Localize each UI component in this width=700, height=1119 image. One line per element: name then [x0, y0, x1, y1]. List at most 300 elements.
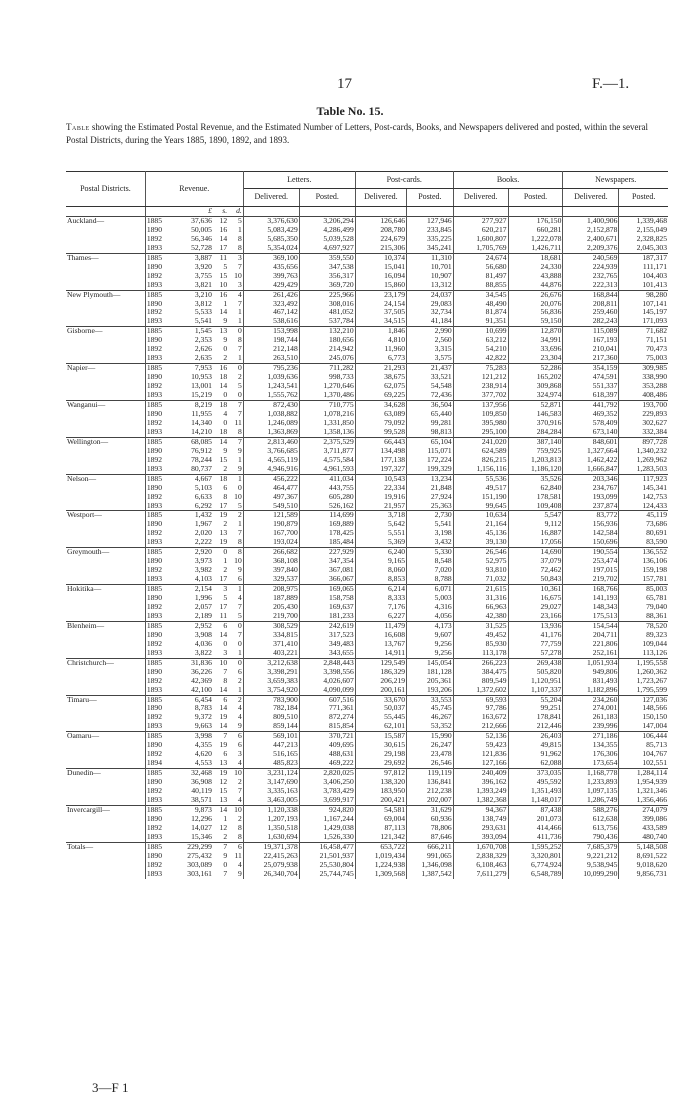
cell-pounds: 2,020	[194, 529, 212, 538]
cell-pence: 0	[228, 327, 243, 336]
cell-newspapers-delivered: 1,168,778	[563, 769, 619, 778]
cell-newspapers-delivered: 222,313	[563, 281, 619, 290]
table-row	[66, 382, 668, 391]
table-row	[66, 649, 668, 658]
cell-letters-delivered: 467,142	[243, 308, 299, 317]
cell-shillings: 17	[219, 602, 228, 611]
cell-letters-posted: 367,081	[299, 566, 355, 575]
cell-letters-delivered: 1,038,882	[243, 410, 299, 419]
caption-lead: Table	[66, 122, 90, 132]
district-name-blank	[66, 833, 145, 842]
cell-newspapers-delivered: 1,233,893	[563, 778, 619, 787]
cell-postcards-posted: 6,071	[407, 585, 454, 594]
cell-books-posted: 176,150	[508, 216, 563, 225]
cell-letters-posted: 711,282	[299, 364, 355, 373]
table-body	[66, 207, 668, 879]
cell-books-delivered: 42,822	[453, 354, 508, 363]
cell-books-delivered: 384,475	[453, 668, 508, 677]
cell-books-posted: 1,222,078	[508, 235, 563, 244]
cell-books-delivered: 1,705,769	[453, 244, 508, 253]
cell-postcards-delivered: 14,911	[355, 649, 406, 658]
cell-newspapers-posted: 145,341	[642, 483, 667, 492]
cell-letters-delivered: 1,243,541	[243, 382, 299, 391]
cell-pounds: 8,219	[178, 401, 213, 410]
cell-letters-posted: 815,854	[299, 722, 355, 731]
sub-delivered: Delivered.	[453, 189, 508, 207]
cell-shillings: 15	[219, 455, 228, 464]
cell-letters-delivered: 456,222	[243, 474, 299, 483]
cell-letters-posted: 347,354	[299, 557, 355, 566]
cell-shillings: 14	[219, 630, 228, 639]
cell-yr: 1885	[145, 327, 178, 336]
cell-newspapers-delivered: 261,183	[563, 713, 619, 722]
cell-books-delivered: 1,393,249	[453, 787, 508, 796]
cell-books-posted: 13,936	[508, 621, 563, 630]
cell-letters-posted: 214,942	[299, 345, 355, 354]
cell-letters-posted: 3,206,294	[299, 216, 355, 225]
cell-books-delivered: 238,914	[453, 382, 508, 391]
cell-letters-posted: 605,280	[299, 493, 355, 502]
cell-postcards-posted: 2,560	[407, 336, 454, 345]
cell-letters-posted: 411,034	[299, 474, 355, 483]
cell-books-delivered: 377,702	[453, 391, 508, 400]
cell-letters-posted: 227,929	[299, 548, 355, 557]
cell-yr: 1890	[146, 778, 162, 787]
cell-postcards-delivered: 6,214	[355, 585, 406, 594]
cell-newspapers-posted: 309,985	[619, 364, 668, 373]
cell-books-posted: 52,286	[508, 364, 563, 373]
cell-shillings: 5	[223, 594, 228, 603]
cell-newspapers-posted: 106,444	[619, 732, 668, 741]
cell-books-delivered: 624,589	[453, 447, 508, 456]
cell-newspapers-posted: 193,700	[619, 401, 668, 410]
district-name-blank	[66, 391, 145, 400]
cell-letters-delivered: 3,754,920	[243, 686, 299, 695]
cell-books-posted: 24,330	[508, 263, 563, 272]
cell-books-posted: 12,870	[508, 327, 563, 336]
cell-pence: 2	[228, 815, 243, 824]
cell-yr: 1893	[146, 501, 162, 510]
cell-newspapers-delivered: 578,409	[563, 419, 619, 428]
cell-books-posted: 20,076	[508, 300, 563, 309]
cell-pounds: 1,967	[194, 520, 212, 529]
cell-newspapers-posted: 408,486	[642, 391, 667, 400]
cell-books-delivered: 81,874	[453, 308, 508, 317]
cell-yr: 1893	[146, 317, 162, 326]
page-code: F.—1.	[592, 76, 630, 92]
cell-postcards-posted: 666,211	[407, 842, 454, 851]
district-name-blank	[66, 410, 145, 419]
cell-pounds: 6,292	[194, 501, 212, 510]
cell-shillings: 16	[213, 364, 228, 373]
cell-books-delivered: 395,980	[453, 419, 508, 428]
cell-pounds: 76,912	[191, 446, 212, 455]
cell-newspapers-delivered: 173,654	[563, 759, 619, 768]
cell-letters-delivered: 4,565,119	[243, 456, 299, 465]
cell-postcards-delivered: 69,225	[355, 391, 406, 400]
cell-letters-posted: 356,317	[299, 272, 355, 281]
cell-letters-delivered: 2,813,460	[243, 437, 299, 446]
cell-pounds: 36,226	[191, 667, 212, 676]
table-row	[66, 769, 668, 778]
cell-pence: 1	[228, 308, 243, 317]
cell-books-posted: 9,112	[508, 520, 563, 529]
cell-shillings: 18	[213, 401, 228, 410]
cell-books-posted: 495,592	[508, 778, 563, 787]
cell-books-posted: 109,408	[508, 502, 563, 511]
cell-postcards-posted: 4,056	[407, 612, 454, 621]
table-row	[66, 354, 668, 363]
cell-newspapers-posted: 229,893	[642, 409, 667, 418]
cell-postcards-posted: 4,173	[407, 621, 454, 630]
cell-shillings: 19	[213, 769, 228, 778]
cell-letters-posted: 132,210	[299, 327, 355, 336]
cell-newspapers-posted: 353,288	[642, 382, 667, 391]
cell-yr: 1892	[146, 345, 162, 354]
cell-postcards-delivered: 15,860	[355, 281, 406, 290]
cell-books-posted: 269,438	[508, 658, 563, 667]
cell-books-posted: 29,027	[508, 603, 563, 612]
table-row	[66, 668, 668, 677]
cell-postcards-posted: 1,346,098	[407, 861, 454, 870]
table-row	[66, 815, 668, 824]
cell-books-delivered: 1,156,116	[453, 465, 508, 474]
cell-pounds: 2,353	[194, 336, 212, 345]
cell-postcards-posted: 9,256	[407, 649, 454, 658]
cell-yr: 1893	[146, 427, 162, 436]
cell-newspapers-posted: 136,106	[642, 557, 667, 566]
table-row	[66, 281, 668, 290]
cell-shillings: 12	[219, 823, 228, 832]
table-row	[66, 272, 668, 281]
cell-letters-posted: 998,733	[299, 373, 355, 382]
cell-books-posted: 77,759	[508, 640, 563, 649]
cell-newspapers-posted: 83,590	[646, 538, 667, 547]
cell-yr: 1890	[146, 851, 162, 860]
district-name-blank	[66, 447, 145, 456]
district-name: Wanganui—	[66, 401, 145, 410]
cell-books-posted: 43,888	[508, 272, 563, 281]
cell-pence: 8	[228, 548, 243, 557]
cell-shillings: 16	[213, 290, 228, 299]
cell-postcards-delivered: 138,320	[355, 778, 406, 787]
cell-pounds: 4,553	[194, 759, 212, 768]
table-row	[66, 437, 668, 446]
table-row	[66, 796, 668, 805]
cell-letters-posted: 158,758	[299, 594, 355, 603]
cell-postcards-delivered: 8,060	[355, 566, 406, 575]
cell-pounds: 3,210	[178, 290, 213, 299]
pence-unit: d.	[228, 207, 243, 217]
cell-pounds: 3,887	[178, 253, 213, 262]
cell-books-posted: 212,446	[508, 722, 563, 731]
cell-postcards-delivered: 63,089	[355, 410, 406, 419]
col-postcards: Post-cards.	[355, 172, 453, 189]
cell-shillings: 0	[213, 548, 228, 557]
cell-pence: 4	[228, 704, 243, 713]
cell-newspapers-posted: 150,150	[642, 713, 667, 722]
cell-yr: 1890	[146, 446, 162, 455]
cell-newspapers-delivered: 259,460	[563, 308, 619, 317]
cell-newspapers-posted: 1,339,468	[619, 216, 668, 225]
cell-books-posted: 17,056	[508, 538, 563, 547]
cell-postcards-delivered: 11,960	[355, 345, 406, 354]
cell-shillings: 14	[213, 437, 228, 446]
cell-newspapers-posted: 65,781	[646, 594, 667, 603]
cell-postcards-posted: 60,936	[407, 815, 454, 824]
cell-newspapers-posted: 102,551	[642, 759, 667, 768]
cell-postcards-posted: 127,946	[407, 216, 454, 225]
cell-yr: 1890	[146, 409, 162, 418]
cell-letters-posted: 169,637	[299, 603, 355, 612]
cell-newspapers-delivered: 469,352	[563, 410, 619, 419]
sub-posted: Posted.	[508, 189, 563, 207]
cell-postcards-delivered: 6,240	[355, 548, 406, 557]
cell-postcards-delivered: 224,679	[355, 235, 406, 244]
cell-yr: 1885	[145, 658, 178, 667]
table-row	[66, 695, 668, 704]
cell-postcards-posted: 8,788	[407, 575, 454, 584]
cell-postcards-posted: 136,841	[407, 778, 454, 787]
cell-pence: 11	[228, 419, 243, 428]
cell-letters-posted: 3,406,250	[299, 778, 355, 787]
cell-yr: 1893	[146, 464, 162, 473]
cell-postcards-delivered: 15,041	[355, 263, 406, 272]
cell-books-delivered: 151,190	[453, 493, 508, 502]
cell-books-delivered: 1,372,602	[453, 686, 508, 695]
cell-newspapers-delivered: 156,936	[563, 520, 619, 529]
cell-letters-delivered: 3,659,383	[243, 677, 299, 686]
cell-postcards-posted: 115,071	[407, 447, 454, 456]
cell-postcards-delivered: 21,293	[355, 364, 406, 373]
table-row	[66, 658, 668, 667]
district-name: Auckland—	[66, 216, 145, 225]
cell-pounds: 40,119	[191, 787, 212, 796]
cell-newspapers-posted: 80,691	[646, 529, 667, 538]
col-revenue: Revenue.	[145, 172, 243, 207]
cell-newspapers-delivered: 134,355	[563, 741, 619, 750]
cell-books-posted: 370,916	[508, 419, 563, 428]
cell-shillings: 6	[223, 483, 228, 492]
table-row	[66, 327, 668, 336]
cell-pounds: 5,533	[194, 308, 212, 317]
cell-pounds: 2,920	[178, 548, 213, 557]
cell-postcards-delivered: 79,092	[355, 419, 406, 428]
cell-yr: 1885	[145, 842, 178, 851]
cell-letters-posted: 1,078,216	[299, 410, 355, 419]
cell-pounds: 1,996	[194, 594, 212, 603]
cell-yr: 1892	[146, 382, 162, 391]
cell-postcards-delivered: 29,692	[355, 759, 406, 768]
table-row	[66, 722, 668, 731]
cell-newspapers-posted: 399,086	[642, 814, 667, 823]
cell-pounds: 2,189	[194, 611, 212, 620]
cell-pounds: 5,541	[194, 317, 212, 326]
district-name: Christchurch—	[66, 658, 145, 667]
cell-books-delivered: 55,536	[453, 474, 508, 483]
cell-yr: 1892	[146, 271, 162, 280]
cell-newspapers-delivered: 234,260	[563, 695, 619, 704]
cell-shillings: 15	[219, 271, 228, 280]
cell-pence: 1	[228, 474, 243, 483]
cell-yr: 1890	[146, 483, 162, 492]
cell-postcards-posted: 205,361	[407, 677, 454, 686]
cell-letters-posted: 343,655	[299, 649, 355, 658]
cell-postcards-posted: 24,037	[407, 290, 454, 299]
cell-pounds: 14,340	[191, 418, 212, 427]
cell-postcards-delivered: 1,019,434	[355, 852, 406, 861]
cell-postcards-posted: 99,281	[407, 419, 454, 428]
sub-delivered: Delivered.	[563, 189, 619, 207]
cell-pounds: 15,346	[191, 832, 212, 841]
cell-newspapers-posted: 159,198	[642, 566, 667, 575]
cell-books-delivered: 93,810	[453, 566, 508, 575]
table-row	[66, 842, 668, 851]
cell-postcards-delivered: 7,176	[355, 603, 406, 612]
district-name-blank	[66, 603, 145, 612]
cell-pence: 5	[228, 612, 243, 621]
cell-pence: 0	[228, 391, 243, 400]
cell-letters-delivered: 5,685,350	[243, 235, 299, 244]
cell-pence: 2	[228, 511, 243, 520]
cell-shillings: 10	[219, 280, 228, 289]
cell-newspapers-posted: 332,384	[642, 427, 667, 436]
cell-shillings: 2	[223, 464, 228, 473]
cell-pence: 8	[228, 538, 243, 547]
cell-newspapers-delivered: 176,306	[563, 750, 619, 759]
cell-newspapers-delivered: 613,756	[563, 824, 619, 833]
cell-shillings: 2	[223, 566, 228, 575]
table-row	[66, 870, 668, 879]
cell-books-delivered: 137,956	[453, 401, 508, 410]
cell-postcards-posted: 25,363	[407, 502, 454, 511]
cell-letters-delivered: 22,415,263	[243, 852, 299, 861]
district-name: Blenheim—	[66, 621, 145, 630]
cell-postcards-delivered: 13,767	[355, 640, 406, 649]
table-row	[66, 465, 668, 474]
cell-postcards-delivered: 200,161	[355, 686, 406, 695]
cell-yr: 1893	[146, 685, 162, 694]
cell-letters-posted: 537,784	[299, 317, 355, 326]
cell-newspapers-delivered: 790,436	[563, 833, 619, 842]
table-row	[66, 493, 668, 502]
cell-books-delivered: 127,166	[453, 759, 508, 768]
table-row	[66, 548, 668, 557]
cell-pounds: 1,545	[178, 327, 213, 336]
cell-newspapers-posted: 1,954,939	[636, 778, 667, 787]
cell-books-posted: 33,696	[508, 345, 563, 354]
cell-postcards-delivered: 9,165	[355, 557, 406, 566]
cell-pence: 6	[228, 842, 243, 851]
cell-letters-delivered: 485,823	[243, 759, 299, 768]
cell-books-posted: 505,820	[508, 668, 563, 677]
cell-letters-posted: 3,398,556	[299, 668, 355, 677]
cell-yr: 1892	[146, 713, 162, 722]
cell-letters-delivered: 859,144	[243, 722, 299, 731]
cell-postcards-delivered: 215,306	[355, 244, 406, 253]
cell-postcards-posted: 26,546	[407, 759, 454, 768]
cell-yr: 1892	[146, 787, 162, 796]
cell-books-posted: 1,186,120	[508, 465, 563, 474]
postal-revenue-table	[66, 171, 668, 879]
district-name-blank	[66, 713, 145, 722]
cell-letters-posted: 4,026,607	[299, 677, 355, 686]
cell-newspapers-delivered: 154,544	[563, 621, 619, 630]
cell-letters-delivered: 371,410	[243, 640, 299, 649]
cell-newspapers-delivered: 441,792	[563, 401, 619, 410]
cell-newspapers-delivered: 190,554	[563, 548, 619, 557]
cell-yr: 1893	[146, 722, 162, 731]
cell-newspapers-delivered: 2,152,878	[563, 226, 619, 235]
cell-pence: 6	[228, 732, 243, 741]
district-name: New Plymouth—	[66, 290, 145, 299]
cell-shillings: 7	[223, 869, 228, 878]
district-name-blank	[66, 456, 145, 465]
cell-pence: 9	[228, 870, 243, 879]
col-books: Books.	[453, 172, 563, 189]
table-row	[66, 456, 668, 465]
cell-books-posted: 91,962	[508, 750, 563, 759]
cell-yr: 1892	[146, 308, 162, 317]
cell-yr: 1885	[145, 548, 178, 557]
cell-pence: 7	[228, 631, 243, 640]
cell-pounds: 2,057	[194, 602, 212, 611]
cell-shillings: 0	[223, 418, 228, 427]
district-name-blank	[66, 382, 145, 391]
cell-letters-posted: 1,167,244	[299, 815, 355, 824]
cell-yr: 1890	[146, 594, 162, 603]
cell-shillings: 14	[219, 234, 228, 243]
cell-yr: 1885	[145, 437, 178, 446]
district-name-blank	[66, 870, 145, 879]
cell-yr: 1893	[146, 869, 162, 878]
cell-shillings: 6	[223, 750, 228, 759]
cell-books-delivered: 49,517	[453, 484, 508, 493]
district-name: Oamaru—	[66, 732, 145, 741]
cell-postcards-posted: 27,924	[407, 493, 454, 502]
cell-books-delivered: 295,100	[453, 428, 508, 437]
cell-letters-posted: 3,699,917	[299, 796, 355, 805]
cell-books-delivered: 45,136	[453, 529, 508, 538]
cell-shillings: 13	[219, 759, 228, 768]
cell-pence: 10	[228, 557, 243, 566]
cell-newspapers-delivered: 224,939	[563, 263, 619, 272]
cell-books-posted: 5,547	[508, 511, 563, 520]
cell-newspapers-delivered: 612,638	[563, 815, 619, 824]
table-row	[66, 704, 668, 713]
cell-postcards-posted: 98,813	[407, 428, 454, 437]
table-row	[66, 502, 668, 511]
cell-shillings: 0	[223, 639, 228, 648]
cell-postcards-delivered: 97,812	[355, 769, 406, 778]
table-row	[66, 529, 668, 538]
cell-newspapers-delivered: 141,193	[563, 594, 619, 603]
cell-pounds: 56,346	[191, 234, 212, 243]
table-row	[66, 677, 668, 686]
cell-postcards-posted: 87,646	[407, 833, 454, 842]
cell-letters-posted: 308,016	[299, 300, 355, 309]
cell-yr: 1890	[146, 520, 162, 529]
table-title: Table No. 15.	[316, 104, 384, 118]
cell-books-delivered: 49,452	[453, 631, 508, 640]
cell-pence: 10	[228, 769, 243, 778]
cell-newspapers-delivered: 9,221,212	[563, 852, 619, 861]
cell-letters-posted: 370,721	[299, 732, 355, 741]
cell-yr: 1893	[146, 243, 162, 252]
cell-letters-delivered: 782,184	[243, 704, 299, 713]
cell-postcards-posted: 212,238	[407, 787, 454, 796]
cell-yr: 1892	[146, 529, 162, 538]
